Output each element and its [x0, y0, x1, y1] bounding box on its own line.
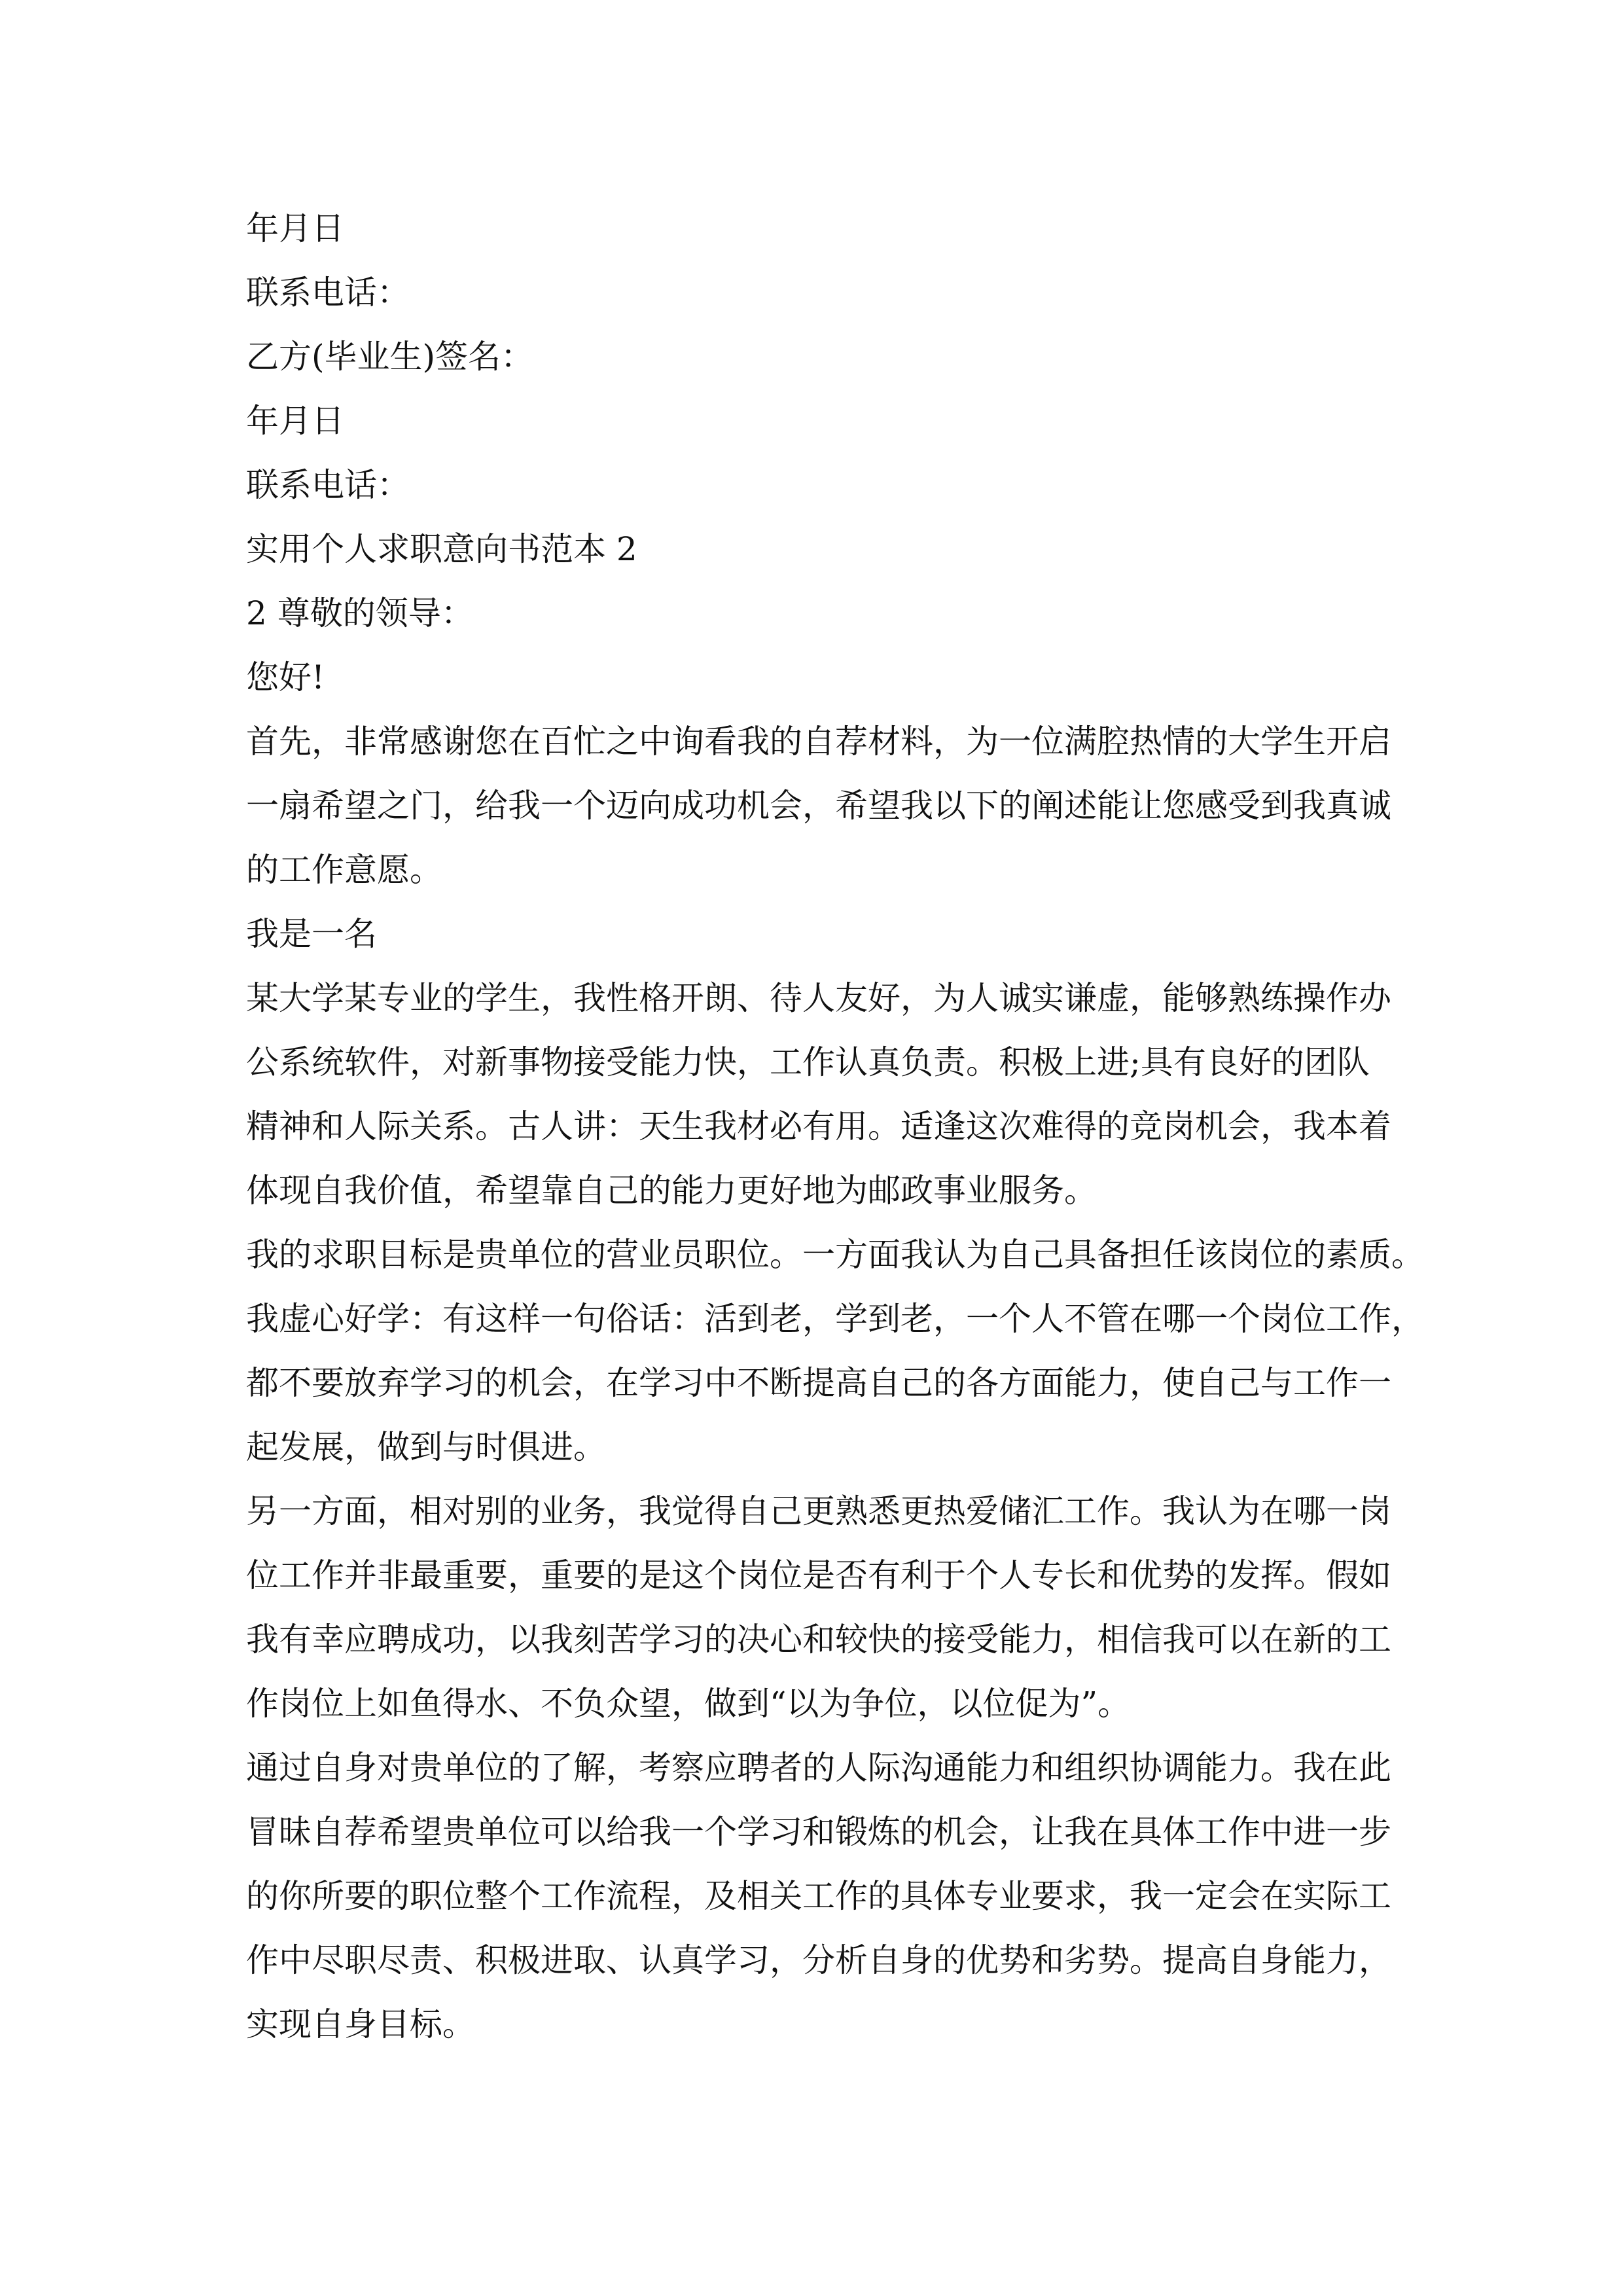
- signature-line: 乙方(毕业生)签名：: [246, 338, 534, 376]
- salutation: 2 尊敬的领导：: [246, 594, 474, 632]
- paragraph-row: 都不要放弃学习的机会，在学习中不断提高自己的各方面能力，使自己与工作一: [246, 1364, 1391, 1402]
- paragraph-row: 公系统软件，对新事物接受能力快，工作认真负责。积极上进;具有良好的团队: [246, 1043, 1370, 1081]
- paragraph-row: 我是一名: [246, 915, 377, 953]
- paragraph-closing: [246, 1736, 1391, 2056]
- paragraph-row: 首先，非常感谢您在百忙之中询看我的自荐材料，为一位满腔热情的大学生开启: [246, 723, 1391, 761]
- paragraph-row: 一扇希望之门，给我一个迈向成功机会，希望我以下的阐述能让您感受到我真诚: [246, 787, 1391, 825]
- date-line: 年月日: [246, 209, 344, 247]
- paragraph-row: 体现自我价值，希望靠自己的能力更好地为邮政事业服务。: [246, 1172, 1097, 1210]
- document-title: 实用个人求职意向书范本 2: [246, 530, 637, 568]
- paragraph-background: [246, 966, 1391, 1223]
- paragraph-other-side: [246, 1479, 1391, 1736]
- paragraph-row: 位工作并非最重要，重要的是这个岗位是否有利于个人专长和优势的发挥。假如: [246, 1556, 1391, 1594]
- paragraph-goal: [246, 1223, 1424, 1479]
- document-body: [246, 196, 1424, 2056]
- paragraph-row: 作岗位上如鱼得水、不负众望，做到“以为争位，以位促为”。: [246, 1685, 1131, 1723]
- paragraph-row: 我的求职目标是贵单位的营业员职位。一方面我认为自己具备担任该岗位的素质。: [246, 1236, 1424, 1274]
- phone-line: 联系电话：: [246, 274, 410, 312]
- paragraph-intro: [246, 709, 1391, 902]
- paragraph-row: 实现自身目标。: [246, 2005, 475, 2043]
- paragraph-row: 冒昧自荐希望贵单位可以给我一个学习和锻炼的机会，让我在具体工作中进一步: [246, 1813, 1391, 1851]
- paragraph-row: 的工作意愿。: [246, 851, 442, 889]
- phone-line: 联系电话：: [246, 466, 410, 504]
- greeting: 您好!: [246, 658, 325, 696]
- paragraph-row: 作中尽职尽责、积极进取、认真学习，分析自身的优势和劣势。提高自身能力，: [246, 1941, 1391, 1979]
- paragraph-row: 某大学某专业的学生，我性格开朗、待人友好，为人诚实谦虚，能够熟练操作办: [246, 979, 1391, 1017]
- paragraph-row: 另一方面，相对别的业务，我觉得自己更熟悉更热爱储汇工作。我认为在哪一岗: [246, 1492, 1391, 1530]
- paragraph-row: 我有幸应聘成功，以我刻苦学习的决心和较快的接受能力，相信我可以在新的工: [246, 1621, 1391, 1659]
- paragraph-row: 通过自身对贵单位的了解，考察应聘者的人际沟通能力和组织协调能力。我在此: [246, 1749, 1391, 1787]
- paragraph-row: 起发展，做到与时俱进。: [246, 1428, 606, 1466]
- paragraph-row: 的你所要的职位整个工作流程，及相关工作的具体专业要求，我一定会在实际工: [246, 1877, 1391, 1915]
- paragraph-row: 精神和人际关系。古人讲：天生我材必有用。适逢这次难得的竞岗机会，我本着: [246, 1107, 1391, 1145]
- paragraph-row: 我虚心好学：有这样一句俗话：活到老，学到老，一个人不管在哪一个岗位工作，: [246, 1300, 1424, 1338]
- date-line: 年月日: [246, 402, 344, 440]
- paragraph-i-am: [246, 902, 1385, 966]
